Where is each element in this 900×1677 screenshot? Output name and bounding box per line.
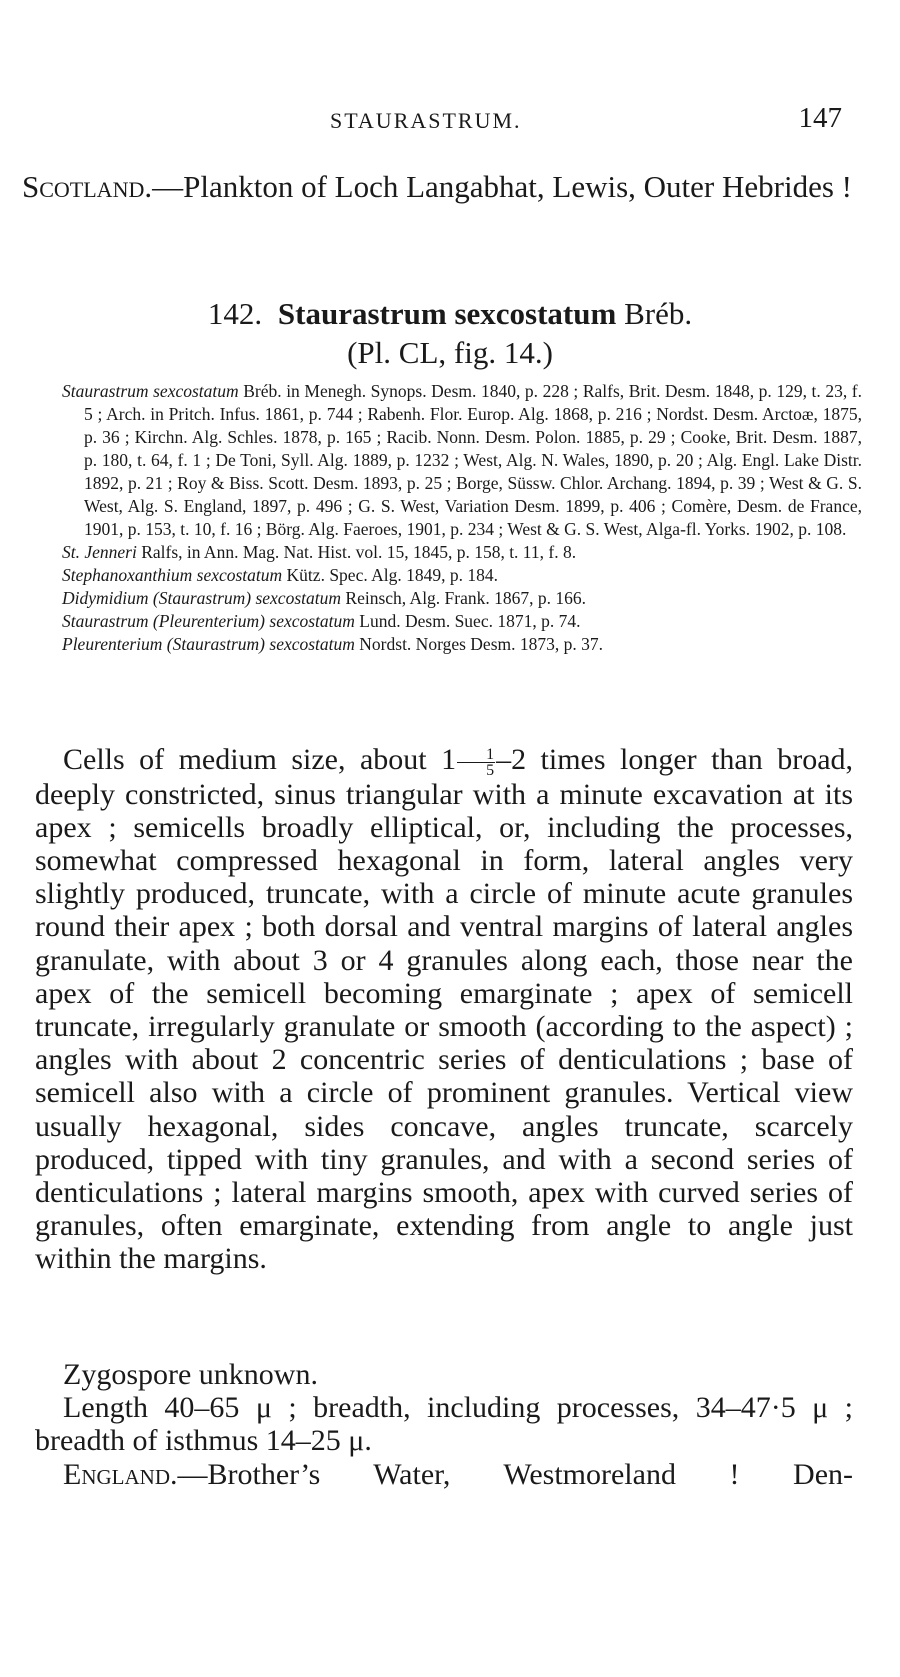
synonym-name: Stephanoxanthium sexcostatum (62, 565, 283, 585)
synonym-citation: Ralfs, in Ann. Mag. Nat. Hist. vol. 15, 1845, p. 158, t. 11, f. 8. (136, 542, 577, 562)
locality (35, 1458, 853, 1491)
species-author: Bréb. (624, 296, 693, 331)
description-paragraph (35, 743, 853, 1276)
species-description (35, 743, 853, 1276)
synonym-citation: Lund. Desm. Suec. 1871, p. 74. (354, 611, 581, 631)
description-text-rest: –2 times longer than broad, deeply constricted, sinus triangular with a minute excavation at its apex ; semicells broadly elliptical, or, including the processes, somewhat compressed hexagonal in form, lateral angles very slightly produced, truncate, with a circle of minute acute granules round their apex ; both dorsal and ventral margins of lateral angles granulate, with about 3 or 4 granules along each, those near the apex of the semicell becoming emarginate ; apex of semicell truncate, irregularly granulate or smooth (according to the aspect) ; angles with about 2 concentric series of denticulations ; base of semicell also with a circle of prominent granules. Vertical view usually hexagonal, sides concave, angles truncate, scarcely produced, tipped with tiny granules, and with a second series of denticulations ; lateral margins smooth, apex with curved series of granules, often emarginate, extending from angle to angle just within the margins. (35, 743, 854, 1276)
previous-species-locality (22, 168, 860, 205)
synonymy-entry (62, 564, 862, 587)
region-label: England (63, 1458, 170, 1491)
synonym-name: Pleurenterium (Staurastrum) sexcostatum (62, 634, 355, 654)
locality-text: .—Brother’s Water, Westmoreland ! Den- (169, 1458, 853, 1491)
synonymy-entry (62, 380, 862, 541)
plate-reference: (Pl. CL, fig. 14.) (347, 335, 553, 370)
species-number: 142. (207, 296, 263, 331)
synonym-citation: Nordst. Norges Desm. 1873, p. 37. (354, 634, 603, 654)
description-text-start: Cells of medium size, about 1 (63, 743, 457, 776)
synonymy-entry (62, 587, 862, 610)
synonym-name: Staurastrum (Pleurenterium) sexcostatum (62, 611, 355, 631)
synonym-citation: Kütz. Spec. Alg. 1849, p. 184. (282, 565, 498, 585)
locality-text: .—Plankton of Loch Langabhat, Lewis, Outer Hebrides ! (144, 169, 852, 204)
synonym-citation: Reinsch, Alg. Frank. 1867, p. 166. (341, 588, 587, 608)
region-label: Scotland (22, 169, 145, 204)
species-heading (0, 296, 900, 332)
synonym-name: Didymidium (Staurastrum) sexcostatum (62, 588, 342, 608)
species-name: Staurastrum sexcostatum (277, 296, 617, 331)
synonymy-list (62, 380, 862, 656)
fraction-numerator: 1 (457, 747, 495, 763)
synonymy-entry (62, 633, 862, 656)
dimensions: Length 40–65 μ ; breadth, including processes, 34–47·5 μ ; breadth of isthmus 14–25 μ. (35, 1391, 853, 1458)
synonym-citation: Bréb. in Menegh. Synops. Desm. 1840, p. 228 ; Ralfs, Brit. Desm. 1848, p. 129, t. 23, f. 5 ; Arch. in Pritch. Infus. 1861, p. 744 ; Rabenh. Flor. Europ. Alg. 1868, p. 216 ; Nordst. Desm. Arctoæ, 1875, p. 36 ; Kirchn. Alg. Schles. 1878, p. 165 ; Racib. Nonn. Desm. Polon. 1885, p. 29 ; Cooke, Brit. Desm. 1887, p. 180, t. 64, f. 1 ; De Toni, Syll. Alg. 1889, p. 1232 ; West, Alg. N. Wales, 1890, p. 20 ; Alg. Engl. Lake Distr. 1892, p. 21 ; Roy & Biss. Scott. Desm. 1893, p. 25 ; Borge, Süssw. Chlor. Archang. 1894, p. 39 ; West & G. S. West, Alg. S. England, 1897, p. 496 ; G. S. West, Variation Desm. 1899, p. 406 ; Comère, Desm. de France, 1901, p. 153, t. 10, f. 16 ; Börg. Alg. Faeroes, 1901, p. 234 ; West & G. S. West, Alga-fl. Yorks. 1902, p. 108. (84, 381, 863, 539)
zygospore-note: Zygospore unknown. (63, 1358, 318, 1391)
synonym-name: St. Jenneri (62, 542, 137, 562)
synonymy-entry (62, 610, 862, 633)
synonymy-entry (62, 541, 862, 564)
running-head: STAURASTRUM. (330, 108, 522, 133)
fraction (457, 747, 495, 778)
fraction-denominator: 5 (486, 761, 495, 779)
page-number: 147 (798, 102, 842, 134)
synonym-name: Staurastrum sexcostatum (62, 381, 239, 401)
